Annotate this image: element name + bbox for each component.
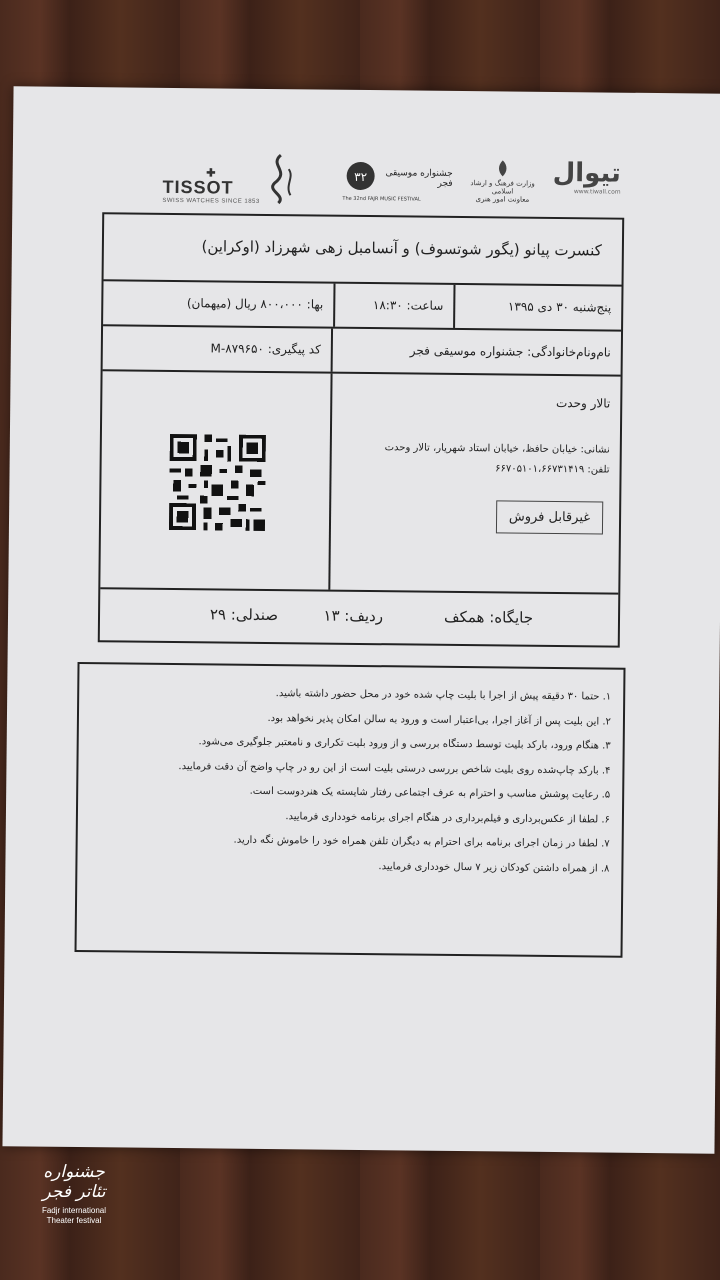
seat-number: صندلی: ۲۹ bbox=[209, 605, 279, 625]
rule-item: ۵. رعایت پوشش مناسب و احترام به عرف اجتماعی رفتار شایسته یک هنردوست است. bbox=[249, 785, 611, 801]
venue-name: تالار وحدت bbox=[555, 395, 611, 411]
venue-phone: تلفن: ۶۶۷۰۵۱۰۱،۶۶۷۳۱۴۱۹ bbox=[495, 463, 610, 476]
not-for-sale-stamp: غیرقابل فروش bbox=[496, 500, 604, 534]
rule-item: ۲. این بلیت پس از آغاز اجرا، بی‌اعتبار است و ورود به سالن امکان پذیر نخواهد بود. bbox=[267, 712, 612, 728]
holder-row bbox=[103, 326, 621, 376]
tissot-tagline: SWISS WATCHES SINCE 1853 bbox=[162, 197, 260, 205]
tracking-code: کد پیگیری: M-۸۷۹۶۵۰ bbox=[210, 341, 321, 357]
rule-item: ۶. لطفا از عکس‌برداری و فیلم‌برداری در هنگام اجرای برنامه خودداری فرمایید. bbox=[285, 810, 610, 826]
music-festival-name: جشنواره موسیقی فجر bbox=[385, 168, 453, 189]
svg-text:۳۲: ۳۲ bbox=[354, 169, 368, 185]
seat-section: جایگاه: همکف bbox=[443, 607, 534, 627]
rule-item: ۳. هنگام ورود، بارکد بلیت توسط دستگاه بررسی و از ورود بلیت تکراری و نامعتبر جلوگیری می‌شود. bbox=[198, 736, 611, 752]
sponsor-logos bbox=[152, 148, 633, 213]
event-info-row bbox=[103, 281, 621, 331]
event-title-row bbox=[104, 214, 623, 286]
fajr-music-festival-logo bbox=[342, 156, 453, 207]
qr-code-icon bbox=[169, 434, 266, 531]
ticket-box bbox=[98, 212, 624, 647]
seat-row bbox=[100, 589, 619, 645]
ministry-subtitle: معاونت امور هنری bbox=[475, 195, 530, 204]
venue-details bbox=[328, 374, 620, 593]
venue-address: نشانی: خیابان حافظ، خیابان استاد شهریار، تالار وحدت bbox=[384, 442, 610, 456]
ticket-paper bbox=[2, 86, 720, 1153]
tissot-logo bbox=[162, 166, 260, 205]
ministry-name: وزارت فرهنگ و ارشاد اسلامی bbox=[470, 179, 535, 196]
fajr-calligraphy-logo bbox=[260, 151, 301, 207]
swiss-cross-icon: ✚ bbox=[206, 167, 217, 180]
fadjr-theater-watermark bbox=[34, 1162, 114, 1226]
event-title: کنسرت پیانو (یگور شوتسوف) و آنسامبل زهی شهرزاد (اوکراین) bbox=[201, 237, 602, 260]
tissot-wordmark: TISSOT bbox=[162, 176, 234, 198]
tiwall-wordmark: تیوال bbox=[552, 157, 622, 189]
tiwall-logo bbox=[552, 158, 621, 196]
ticket-price: بها: ۸۰۰،۰۰۰ ریال (میهمان) bbox=[186, 296, 324, 312]
ticket-rules-box bbox=[75, 662, 626, 958]
rule-item: ۸. از همراه داشتن کودکان زیر ۷ سال خودداری فرمایید. bbox=[378, 860, 610, 875]
ministry-logo bbox=[462, 159, 543, 210]
rule-item: ۷. لطفا در زمان اجرای برنامه برای احترام به دیگران تلفن همراه خود را خاموش نگه دارید. bbox=[233, 834, 610, 850]
watermark-en-line1: Fadjr international bbox=[41, 1206, 107, 1215]
rule-item: ۱. حتما ۳۰ دقیقه پیش از اجرا با بلیت چاپ شده خود در محل حضور داشته باشید. bbox=[275, 688, 612, 703]
watermark-fa: جشنواره تئاتر فجر bbox=[42, 1162, 106, 1202]
event-time: ساعت: ۱۸:۳۰ bbox=[333, 284, 453, 328]
rule-item: ۴. بارکد چاپ‌شده روی بلیت شاخص بررسی درستی بلیت است از این رو در چاپ واضح آن دقت فرمایید. bbox=[178, 760, 611, 777]
tiwall-url: www.tiwall.com bbox=[573, 188, 621, 196]
event-date: پنج‌شنبه ۳۰ دی ۱۳۹۵ bbox=[453, 285, 621, 330]
music-festival-name-en: The 32nd FAJR MUSIC FESTIVAL bbox=[342, 195, 421, 203]
venue-row bbox=[100, 371, 620, 594]
holder-name: نام‌ونام‌خانوادگی: جشنواره موسیقی فجر bbox=[331, 329, 621, 375]
watermark-en-line2: Theater festival bbox=[46, 1216, 102, 1225]
rules-list bbox=[85, 686, 611, 874]
seat-row-number: ردیف: ۱۳ bbox=[323, 606, 384, 626]
